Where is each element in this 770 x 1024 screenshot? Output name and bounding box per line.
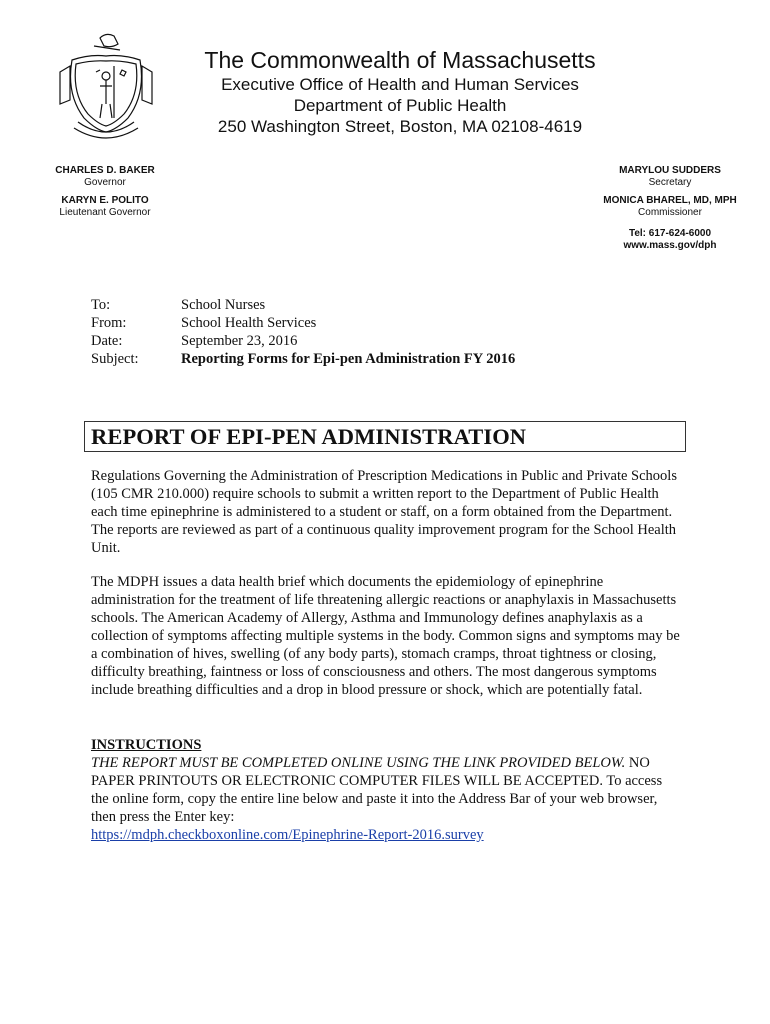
website: www.mass.gov/dph <box>623 240 717 251</box>
official-title: Governor <box>84 177 126 188</box>
memo-label: Date: <box>91 333 123 349</box>
memo-date-row <box>91 332 515 350</box>
survey-link[interactable]: https://mdph.checkboxonline.com/Epinephrine-Report-2016.survey <box>91 827 484 843</box>
memo-from-row <box>91 314 515 332</box>
official-governor <box>44 165 166 189</box>
official-title: Lieutenant Governor <box>59 207 151 218</box>
official-title: Secretary <box>648 177 692 188</box>
memo-value: School Nurses <box>181 297 266 313</box>
instructions-rest: NO PAPER PRINTOUTS OR ELECTRONIC COMPUTER FILES WILL BE ACCEPTED. To access the online form, copy the entire line below and paste it into the Address Bar of your web browser, then press the Enter key: <box>91 755 663 825</box>
official-name: KARYN E. POLITO <box>61 195 149 206</box>
official-lt-governor <box>44 195 166 219</box>
memo-subject-row <box>91 350 515 368</box>
memo-value: Reporting Forms for Epi-pen Administration FY 2016 <box>181 351 516 367</box>
contact-info <box>592 228 748 252</box>
instructions-section <box>91 736 683 844</box>
office-name: Executive Office of Health and Human Services <box>221 75 579 94</box>
instructions-heading: INSTRUCTIONS <box>91 737 202 753</box>
department-name: Department of Public Health <box>293 96 507 115</box>
instructions-text <box>91 754 683 826</box>
memo-label: From: <box>91 315 127 331</box>
address: 250 Washington Street, Boston, MA 02108-4619 <box>217 117 583 136</box>
instructions-italic: THE REPORT MUST BE COMPLETED ONLINE USING THE LINK PROVIDED BELOW. <box>91 755 626 771</box>
report-title: REPORT OF EPI-PEN ADMINISTRATION <box>91 424 527 449</box>
memo-value: School Health Services <box>181 315 317 331</box>
org-name: The Commonwealth of Massachusetts <box>204 47 596 73</box>
report-title-box <box>84 421 686 452</box>
memo-label: To: <box>91 297 111 313</box>
memo-to-row <box>91 296 515 314</box>
paragraph-data-brief: The MDPH issues a data health brief which documents the epidemiology of epinephrine administration for the treatment of life threatening allergic reactions or anaphylaxis in Massachusetts schools. The American Academy of Allergy, Asthma and Immunology defines anaphylaxis as a collection of symptoms affecting multiple systems in the body. Common signs and symptoms may be a combination of hives, swelling (of any body parts), stomach cramps, throat tightness or closing, difficulty breathing, faintness or loss of consciousness and others. The most dangerous symptoms include breathing difficulties and a drop in blood pressure or shock, which are potentially fatal. <box>91 574 680 698</box>
official-secretary <box>592 165 748 189</box>
phone-number: Tel: 617-624-6000 <box>628 228 712 239</box>
memo-header <box>91 296 515 368</box>
letterhead <box>190 46 610 137</box>
official-name: MONICA BHAREL, MD, MPH <box>603 195 737 206</box>
official-title: Commissioner <box>638 207 702 218</box>
massachusetts-seal-icon <box>56 30 156 142</box>
official-name: CHARLES D. BAKER <box>55 165 155 176</box>
official-commissioner <box>592 195 748 219</box>
paragraph-regulations: Regulations Governing the Administration of Prescription Medications in Public and Private Schools (105 CMR 210.000) require schools to submit a written report to the Department of Public Health each time epinephrine is administered to a student or staff, on a form obtained from the Department. The reports are reviewed as part of a continuous quality improvement program for the School Health Unit. <box>91 468 677 556</box>
official-name: MARYLOU SUDDERS <box>619 165 721 176</box>
memo-label: Subject: <box>91 351 139 367</box>
memo-value: September 23, 2016 <box>181 333 298 349</box>
